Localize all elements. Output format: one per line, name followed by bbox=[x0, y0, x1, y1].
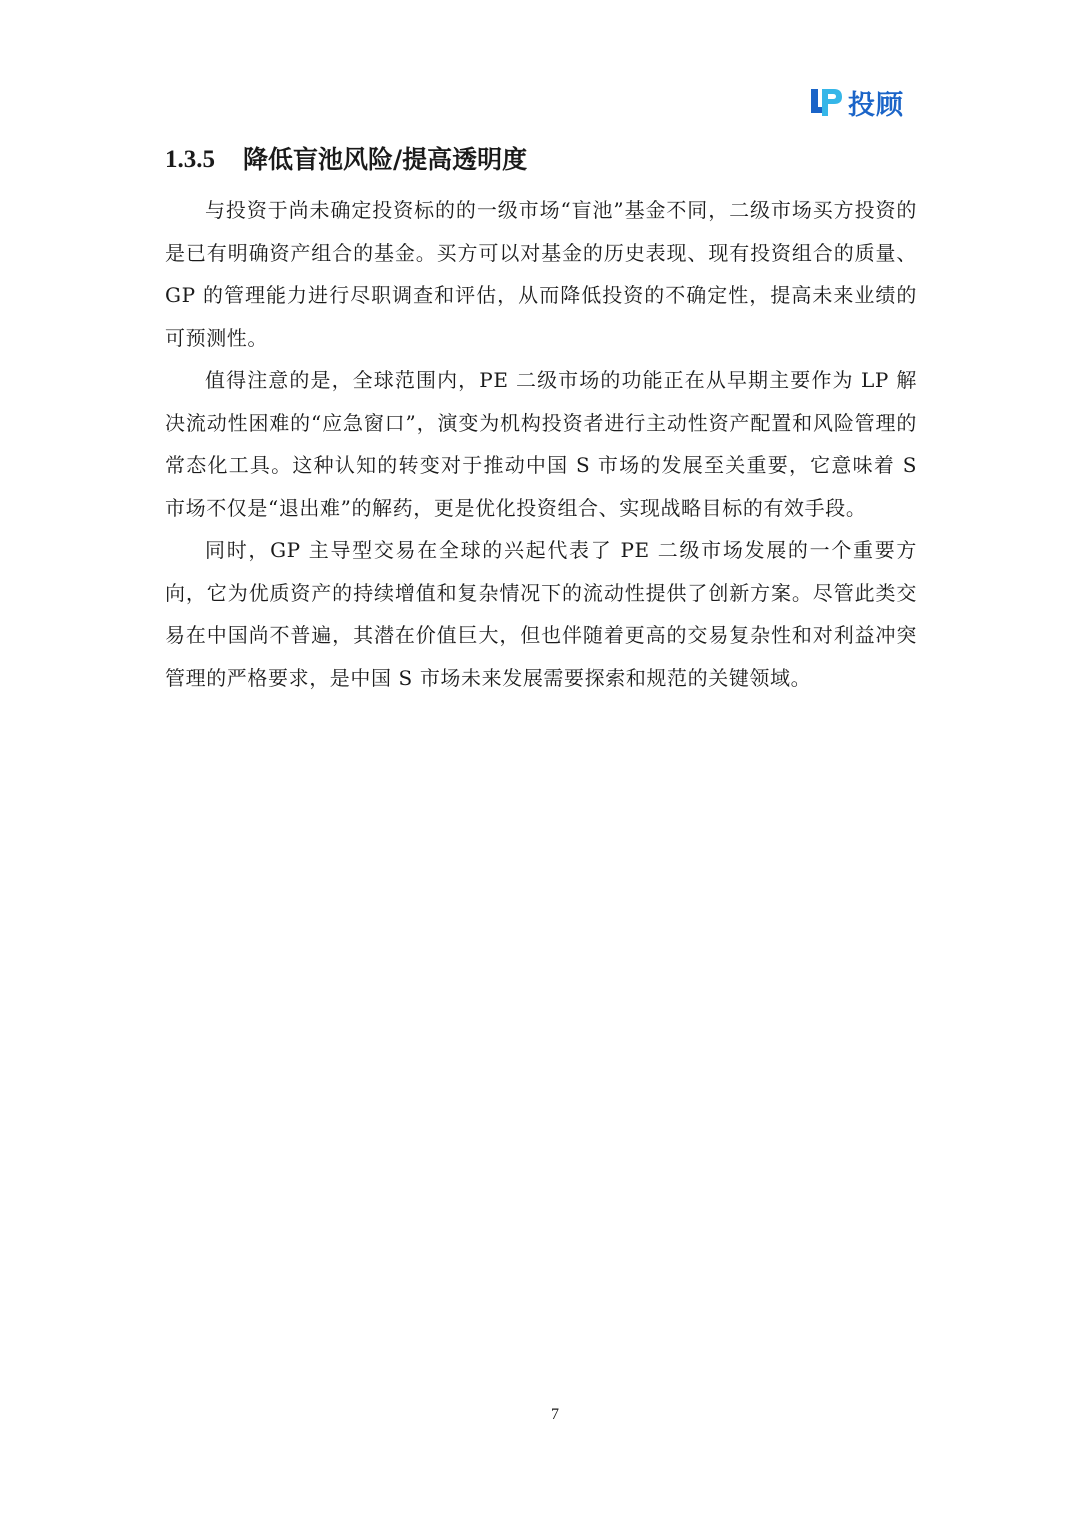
logo-text: 投顾 bbox=[848, 89, 904, 121]
brand-logo bbox=[808, 82, 904, 122]
paragraph: 同时，GP 主导型交易在全球的兴起代表了 PE 二级市场发展的一个重要方向，它为优质资产的持续增值和复杂情况下的流动性提供了创新方案。尽管此类交易在中国尚不普遍，其潜在价值巨大，但也伴随着更高的交易复杂性和对利益冲突管理的严格要求，是中国 S 市场未来发展需要探索和规范的关键领域。 bbox=[165, 538, 917, 690]
section-title: 降低盲池风险/提高透明度 bbox=[243, 145, 528, 174]
page-number: 7 bbox=[551, 1406, 559, 1423]
paragraph: 值得注意的是，全球范围内，PE 二级市场的功能正在从早期主要作为 LP 解决流动性困难的“应急窗口”，演变为机构投资者进行主动性资产配置和风险管理的常态化工具。这种认知的转变对于推动中国 S 市场的发展至关重要，它意味着 S 市场不仅是“退出难”的解药，更是优化投资组合、实现战略目标的有效手段。 bbox=[165, 368, 917, 520]
body-text bbox=[165, 189, 917, 699]
section-heading bbox=[165, 140, 920, 180]
section-number: 1.3.5 bbox=[165, 146, 215, 173]
lp-logo-icon bbox=[808, 85, 844, 119]
paragraph: 与投资于尚未确定投资标的的一级市场“盲池”基金不同，二级市场买方投资的是已有明确资产组合的基金。买方可以对基金的历史表现、现有投资组合的质量、GP 的管理能力进行尽职调查和评估，从而降低投资的不确定性，提高未来业绩的可预测性。 bbox=[165, 198, 917, 350]
